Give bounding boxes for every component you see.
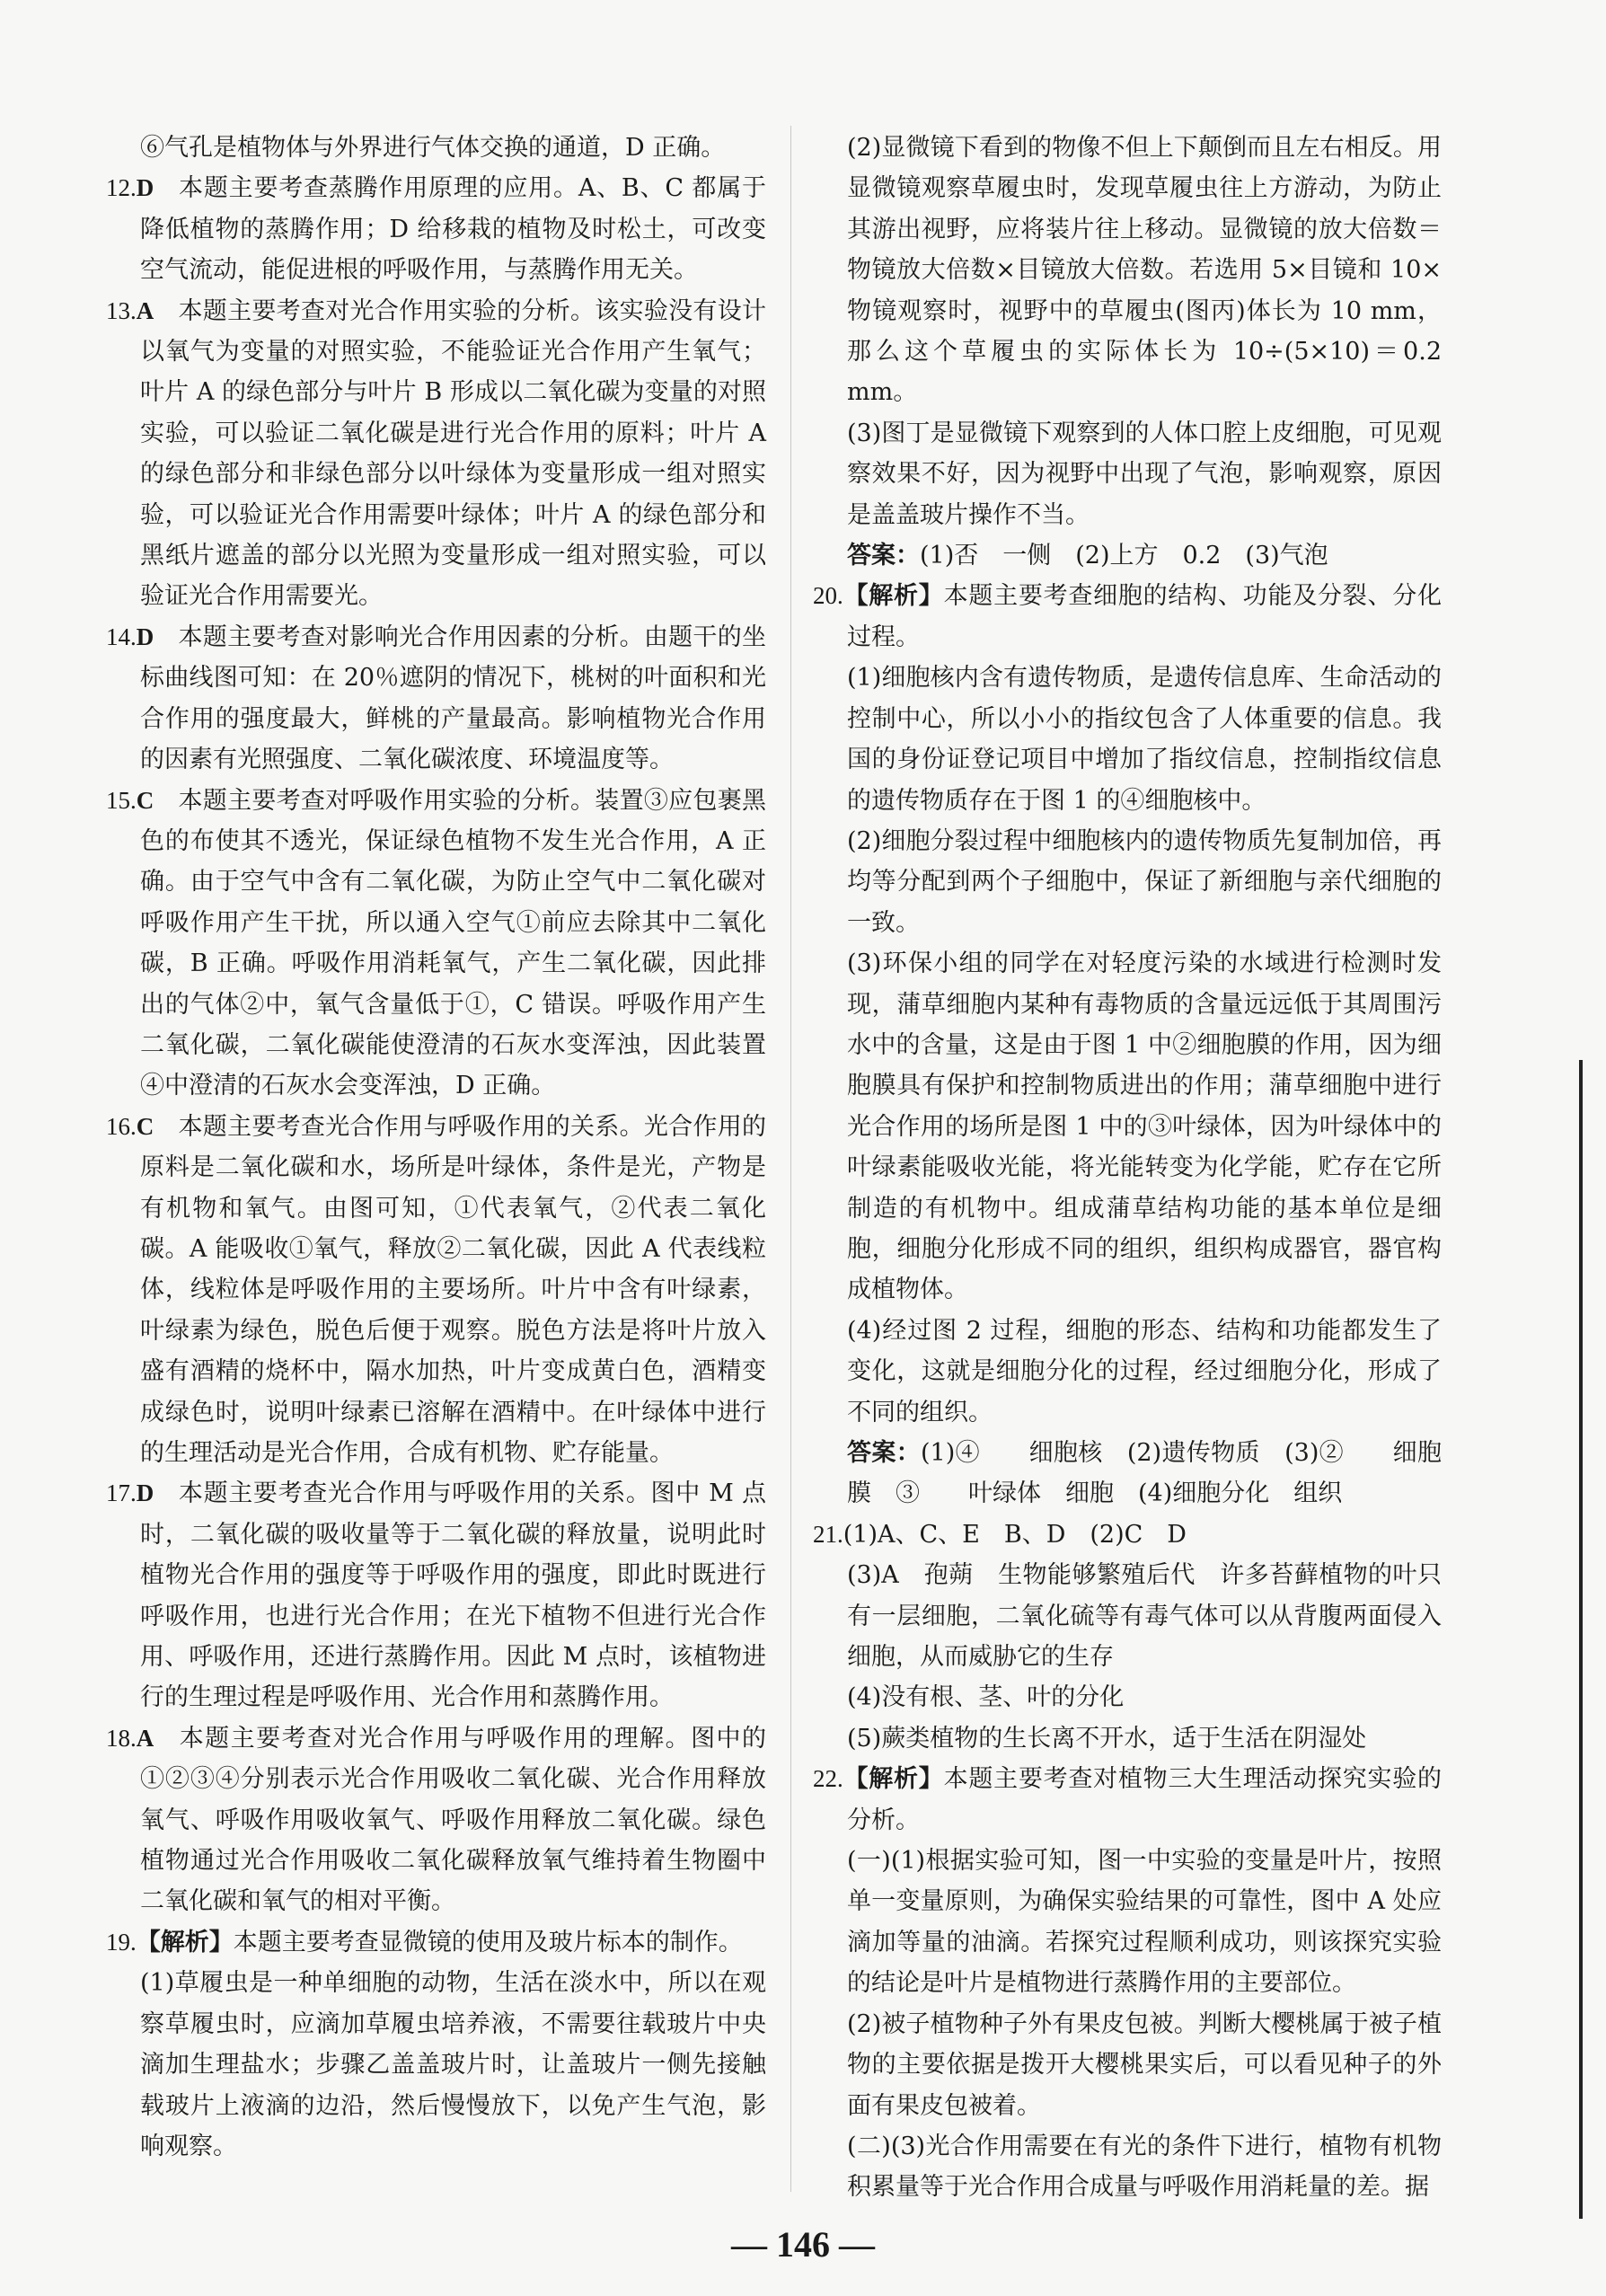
answer-choice: A [136, 296, 154, 324]
sub-paragraph: (3)环保小组的同学在对轻度污染的水域进行检测时发现，蒲草细胞内某种有毒物质的含量远远低于其周围污水中的含量，这是由于图 1 中②细胞膜的作用，因为细胞膜具有保护和控制物质进出的作用；蒲草细胞中进行光合作用的场所是图 1 中的③叶绿体，因为叶绿体中的叶绿素能吸收光能，将光能转变为化学能，贮存在它所制造的有机物中。组成蒲草结构功能的基本单位是细胞，细胞分化形成不同的组织，组织构成器官，器官构成植物体。 [847, 949, 1442, 1304]
answer-text: (1)④ 细胞核 (2)遗传物质 (3)② 细胞膜 ③ 叶绿体 细胞 (4)细胞分化 组织 [847, 1439, 1442, 1508]
sub-paragraph: (一)(1)根据实验可知，图一中实验的变量是叶片，按照单一变量原则，为确保实验结果的可靠性，图中 A 处应滴加等量的油滴。若探究过程顺利成功，则该探究实验的结论是叶片是植物进行蒸腾作用的主要部位。 [847, 1847, 1442, 1998]
question-number: 22. [813, 1765, 843, 1793]
answer-item [813, 1759, 1442, 1841]
answer-item [106, 617, 766, 781]
explanation-text: (1)A、C、E B、D (2)C D [843, 1520, 1187, 1549]
explanation-text: 本题主要考查对光合作用实验的分析。该实验没有设计以氧气为变量的对照实验，不能验证光合作用产生氧气；叶片 A 的绿色部分与叶片 B 形成以二氧化碳为变量的对照实验，可以验证二氧化碳是进行光合作用的原料；叶片 A 的绿色部分和非绿色部分以叶绿体为变量形成一组对照实验，可以验证光合作用需要叶绿体；叶片 A 的绿色部分和黑纸片遮盖的部分以光照为变量形成一组对照实验，可以验证光合作用需要光。 [140, 296, 766, 611]
sub-paragraph: (4)经过图 2 过程，细胞的形态、结构和功能都发生了变化，这就是细胞分化的过程，经过细胞分化，形成了不同的组织。 [847, 1316, 1442, 1426]
answer-choice: 【解析】 [136, 1928, 234, 1956]
left-column [106, 128, 766, 2167]
question-number: 20. [813, 582, 843, 610]
answer-choice: C [136, 1112, 154, 1140]
sub-paragraph: (3)图丁是显微镜下观察到的人体口腔上皮细胞，可见观察效果不好，因为视野中出现了气泡，影响观察，原因是盖盖玻片操作不当。 [847, 419, 1442, 529]
page-number: — 146 — [731, 2224, 875, 2265]
explanation-text: 本题主要考查细胞的结构、功能及分裂、分化过程。 [847, 582, 1443, 651]
answer-item [106, 1718, 766, 1922]
question-number: 17. [106, 1479, 137, 1507]
answer-item [106, 1473, 766, 1718]
question-number: 16. [106, 1112, 137, 1140]
sub-paragraph: (4)没有根、茎、叶的分化 [847, 1683, 1125, 1712]
answer-item [813, 576, 1442, 658]
answer-choice: D [136, 623, 154, 650]
question-number: 19. [106, 1928, 137, 1956]
question-number: 12. [106, 174, 137, 202]
sub-paragraph: (2)细胞分裂过程中细胞核内的遗传物质先复制加倍，再均等分配到两个子细胞中，保证了新细胞与亲代细胞的一致。 [847, 826, 1442, 937]
answer-item [106, 291, 766, 617]
answer-choice: D [136, 1479, 154, 1507]
sub-paragraph: (5)蕨类植物的生长离不开水，适于生活在阴湿处 [847, 1724, 1367, 1753]
explanation-text: 本题主要考查对影响光合作用因素的分析。由题干的坐标曲线图可知：在 20％遮阴的情况下，桃树的叶面积和光合作用的强度最大，鲜桃的产量最高。影响植物光合作用的因素有光照强度、二氧化碳浓度、环境温度等。 [140, 623, 766, 774]
sub-paragraph: (3)A 孢蒴 生物能够繁殖后代 许多苔藓植物的叶只有一层细胞，二氧化硫等有毒气体可以从背腹两面侵入细胞，从而威胁它的生存 [847, 1561, 1442, 1672]
explanation-text: 本题主要考查对植物三大生理活动探究实验的分析。 [847, 1765, 1443, 1834]
sub-paragraph: (二)(3)光合作用需要在有光的条件下进行，植物有机物积累量等于光合作用合成量与呼吸作用消耗量的差。据 [847, 2132, 1442, 2202]
question-number: 21. [813, 1520, 843, 1548]
answer-choice: D [136, 174, 154, 202]
answer-item [106, 168, 766, 290]
right-column [813, 128, 1442, 2208]
explanation-text: 本题主要考查光合作用与呼吸作用的关系。图中 M 点时，二氧化碳的吸收量等于二氧化碳的释放量，说明此时植物光合作用的强度等于呼吸作用的强度，即此时既进行呼吸作用，也进行光合作用；在光下植物不但进行光合作用、呼吸作用，还进行蒸腾作用。因此 M 点时，该植物进行的生理过程是呼吸作用、光合作用和蒸腾作用。 [140, 1479, 766, 1712]
sub-paragraph: (1)细胞核内含有遗传物质，是遗传信息库、生命活动的控制中心，所以小小的指纹包含了人体重要的信息。我国的身份证登记项目中增加了指纹信息，控制指纹信息的遗传物质存在于图 1 的④细胞核中。 [847, 664, 1442, 815]
explanation-text: 本题主要考查显微镜的使用及玻片标本的制作。 [233, 1928, 743, 1956]
answer-choice: A [136, 1724, 154, 1752]
explanation-text: 本题主要考查光合作用与呼吸作用的关系。光合作用的原料是二氧化碳和水，场所是叶绿体，条件是光，产物是有机物和氧气。由图可知，①代表氧气，②代表二氧化碳。A 能吸收①氧气，释放②二氧化碳，因此 A 代表线粒体，线粒体是呼吸作用的主要场所。叶片中含有叶绿素，叶绿素为绿色，脱色后便于观察。脱色方法是将叶片放入盛有酒精的烧杯中，隔水加热，叶片变成黄白色，酒精变成绿色时，说明叶绿素已溶解在酒精中。在叶绿体中进行的生理活动是光合作用，合成有机物、贮存能量。 [140, 1112, 766, 1467]
answer-line [813, 535, 1442, 576]
column-divider [790, 126, 791, 2192]
binding-edge-bar [1579, 1060, 1583, 2219]
continued-text: ⑥气孔是植物体与外界进行气体交换的通道，D 正确。 [140, 134, 726, 162]
question-number: 15. [106, 786, 137, 814]
question-number: 14. [106, 623, 137, 650]
explanation-text: 本题主要考查对呼吸作用实验的分析。装置③应包裹黑色的布使其不透光，保证绿色植物不发生光合作用，A 正确。由于空气中含有二氧化碳，为防止空气中二氧化碳对呼吸作用产生干扰，所以通入空气①前应去除其中二氧化碳，B 正确。呼吸作用消耗氧气，产生二氧化碳，因此排出的气体②中，氧气含量低于①，C 错误。呼吸作用产生二氧化碳，二氧化碳能使澄清的石灰水变浑浊，因此装置④中澄清的石灰水会变浑浊，D 正确。 [140, 786, 766, 1100]
answer-item [106, 781, 766, 1107]
question-number: 13. [106, 296, 137, 324]
sub-paragraph: (2)被子植物种子外有果皮包被。判断大樱桃属于被子植物的主要依据是拨开大樱桃果实后，可以看见种子的外面有果皮包被着。 [847, 2009, 1442, 2120]
sub-paragraph: (2)显微镜下看到的物像不但上下颠倒而且左右相反。用显微镜观察草履虫时，发现草履虫往上方游动，为防止其游出视野，应将装片往上移动。显微镜的放大倍数＝物镜放大倍数×目镜放大倍数。若选用 5×目镜和 10×物镜观察时，视野中的草履虫(图丙)体长为 10 mm，那么这个草履虫的实际体长为 10÷(5×10)＝0.2 mm。 [847, 134, 1442, 407]
explanation-text: 本题主要考查对光合作用与呼吸作用的理解。图中的①②③④分别表示光合作用吸收二氧化碳、光合作用释放氧气、呼吸作用吸收氧气、呼吸作用释放二氧化碳。绿色植物通过光合作用吸收二氧化碳释放氧气维持着生物圈中二氧化碳和氧气的相对平衡。 [140, 1724, 766, 1916]
answer-item [813, 1514, 1442, 1555]
answer-item [106, 1922, 766, 1963]
answer-text: (1)否 一侧 (2)上方 0.2 (3)气泡 [920, 542, 1328, 570]
explanation-text: 本题主要考查蒸腾作用原理的应用。A、B、C 都属于降低植物的蒸腾作用；D 给移栽的植物及时松土，可改变空气流动，能促进根的呼吸作用，与蒸腾作用无关。 [140, 174, 766, 285]
answer-choice: 【解析】 [843, 582, 944, 610]
answer-choice: C [136, 786, 154, 814]
sub-paragraph: (1)草履虫是一种单细胞的动物，生活在淡水中，所以在观察草履虫时，应滴加草履虫培养液，不需要往载玻片中央滴加生理盐水；步骤乙盖盖玻片时，让盖玻片一侧先接触载玻片上液滴的边沿，然后慢慢放下，以免产生气泡，影响观察。 [140, 1969, 766, 2160]
answer-choice: 【解析】 [843, 1765, 944, 1793]
answer-label: 答案： [847, 542, 920, 570]
answer-item [106, 1107, 766, 1474]
answer-label: 答案： [847, 1439, 921, 1467]
question-number: 18. [106, 1724, 137, 1752]
answer-line [813, 1433, 1442, 1514]
